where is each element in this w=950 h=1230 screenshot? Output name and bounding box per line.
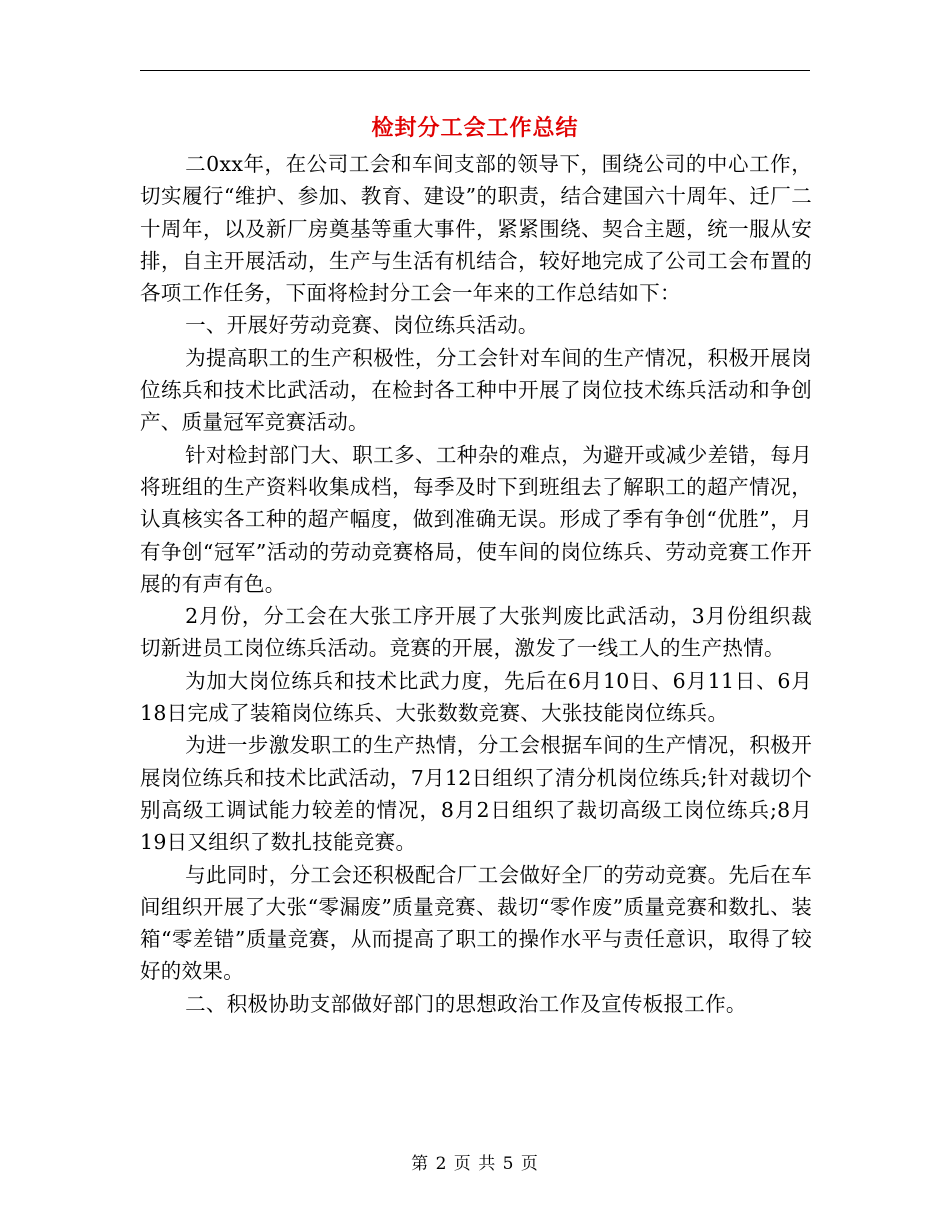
paragraph: 为进一步激发职工的生产热情，分工会根据车间的生产情况，积极开展岗位练兵和技术比武活动，7月12日组织了清分机岗位练兵;针对裁切个别高级工调试能力较差的情况，8月2日组织了裁切高级工岗位练兵;8月19日又组织了数扎技能竞赛。 [140, 733, 812, 855]
paragraph: 为提高职工的生产积极性，分工会针对车间的生产情况，积极开展岗位练兵和技术比武活动，在检封各工种中开展了岗位技术练兵活动和争创产、质量冠军竞赛活动。 [140, 345, 812, 435]
paragraph: 2月份，分工会在大张工序开展了大张判废比武活动，3月份组织裁切新进员工岗位练兵活动。竞赛的开展，激发了一线工人的生产热情。 [140, 604, 812, 661]
section-heading-1: 一、开展好劳动竞赛、岗位练兵活动。 [185, 313, 539, 338]
paragraph: 与此同时，分工会还积极配合厂工会做好全厂的劳动竞赛。先后在车间组织开展了大张“零漏废”质量竞赛、裁切“零作废”质量竞赛和数扎、装箱“零差错”质量竞赛，从而提高了职工的操作水平与责任意识，取得了较好的效果。 [140, 862, 812, 984]
paragraph: 针对检封部门大、职工多、工种杂的难点，为避开或减少差错，每月将班组的生产资料收集成档，每季及时下到班组去了解职工的超产情况，认真核实各工种的超产幅度，做到准确无误。形成了季有争创“优胜”，月有争创“冠军”活动的劳动竞赛格局，使车间的岗位练兵、劳动竞赛工作开展的有声有色。 [140, 442, 812, 596]
page-number: 第 2 页 共 5 页 [411, 1154, 539, 1174]
document-body [140, 148, 812, 1020]
header-rule [140, 70, 810, 71]
paragraph: 为加大岗位练兵和技术比武力度，先后在6月10日、6月11日、6月18日完成了装箱岗位练兵、大张数数竞赛、大张技能岗位练兵。 [140, 668, 812, 726]
paragraph-intro: 二0xx年，在公司工会和车间支部的领导下，围绕公司的中心工作，切实履行“维护、参加、教育、建设”的职责，结合建国六十周年、迁厂二十周年，以及新厂房奠基等重大事件，紧紧围绕、契合主题，统一服从安排，自主开展活动，生产与生活有机结合，较好地完成了公司工会布置的各项工作任务，下面将检封分工会一年来的工作总结如下： [140, 152, 812, 306]
section-heading-2: 二、积极协助支部做好部门的思想政治工作及宣传板报工作。 [185, 991, 747, 1016]
document-title: 检封分工会工作总结 [371, 115, 579, 141]
